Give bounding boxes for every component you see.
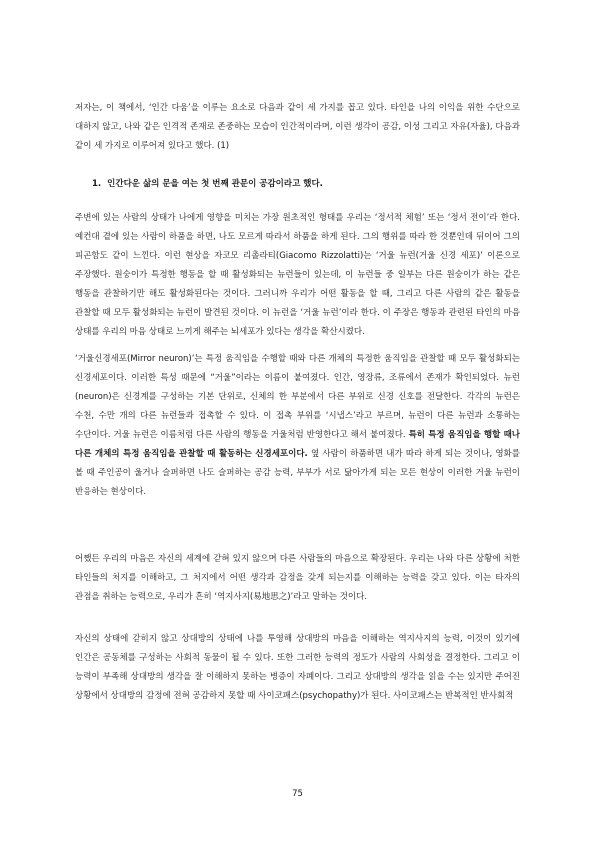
- paragraph-mirror-neuron-theory: 주변에 있는 사람의 상태가 나에게 영향을 미치는 가장 원초적인 형태를 우리는 ‘정서적 체험’ 또는 ‘정서 전이’라 한다. 예컨대 곁에 있는 사람이 하품을 하면, 나도 모르게 따라서 하품을 하게 된다. 그의 행위를 따라 한 것뿐인데 뒤이어 그의 피곤함도 같이 느낀다. 이런 현상을 자코모 리촐라티(Giacomo Rizzolatti)는 ‘거울 뉴런(거울 신경 세포)’ 이론으로 주장했다. 원숭이가 특정한 행동을 할 때 활성화되는 뉴런들이 있는데, 이 뉴런들 중 일부는 다른 원숭이가 하는 같은 행동을 관찰하기만 해도 활성화된다는 것이다. 그러니까 우리가 어떤 활동을 할 때, 그리고 다른 사람의 같은 활동을 관찰할 때 모두 활성화되는 뉴런이 발견된 것이다. 이 뉴런을 ‘거울 뉴런’이라 한다. 이 주장은 행동과 관련된 타인의 마음 상태를 우리의 마음 상태로 느끼게 해주는 뇌세포가 있다는 생각을 확산시켰다.: [75, 213, 520, 337]
- paragraph-perspective-taking: 어쨌든 우리의 마음은 자신의 세계에 갇혀 있지 않으며 다른 사람들의 마음으로 확장된다. 우리는 나와 다른 상황에 처한 타인들의 처지를 이해하고, 그 처지에서 어떤 생각과 감정을 갖게 되는지를 이해하는 능력을 갖고 있다. 이는 타자의 관점을 취하는 능력으로, 우리가 흔히 ‘역지사지(易地思之)’라고 말하는 것이다.: [75, 554, 520, 602]
- paragraph-mirror-neuron-definition: [75, 350, 520, 502]
- section-heading-text: 인간다운 삶의 문을 여는 첫 번째 관문이 공감이라고 했다.: [107, 179, 323, 189]
- page-number: 75: [292, 789, 303, 799]
- paragraph-text: 옆 사람이 하품하면 내가 따라 하게 되는 것이나, 영화를 볼 때 주인공이 울거나 슬퍼하면 나도 슬퍼하는 공감 능력, 부부가 서로 닮아가게 되는 모든 현상이 이러한 거울 뉴런이 반응하는 현상이다.: [75, 449, 520, 497]
- paragraph-text: ‘거울신경세포(Mirror neuron)’는 특정 움직임을 수행할 때와 다른 개체의 특정한 움직임을 관찰할 때 모두 활성화되는 신경세포이다. 이러한 특성 때문에 “거울”이라는 이름이 붙여졌다. 인간, 영장류, 조류에서 존재가 확인되었다. 뉴런(neuron)은 신경계를 구성하는 기본 단위로, 신체의 한 부분에서 다른 부위로 신경 신호를 전달한다. 각각의 뉴런은 수천, 수만 개의 다른 뉴런들과 접촉할 수 있다. 이 접촉 부위를 ‘시냅스’라고 부르며, 뉴런이 다른 뉴런과 소통하는 수단이다. 거울 뉴런은 이름처럼 다른 사람의 행동을 거울처럼 반영한다고 해서 붙여졌다.: [75, 354, 520, 440]
- section-heading-number: 1.: [92, 179, 102, 189]
- paragraph-sociality: 자신의 상태에 갇히지 않고 상대방의 상태에 나를 투영해 상대방의 마음을 이해하는 역지사지의 능력, 이것이 있기에 인간은 공동체를 구성하는 사회적 동물이 될 수 있다. 또한 그러한 능력의 정도가 사람의 사회성을 결정한다. 그리고 이 능력이 부족해 상대방의 생각을 잘 이해하지 못하는 병증이 자폐이다. 그리고 상대방의 생각을 읽을 수는 있지만 주어진 상황에서 상대방의 감정에 전혀 공감하지 못할 때 사이코패스(psychopathy)가 된다. 사이코패스는 반복적인 반사회적: [75, 634, 520, 701]
- emphasized-text: 특히 특정 움직임을 행할 때나 다른 개체의 특정 움직임을 관찰할 때 활동하는 신경세포이다.: [75, 430, 520, 459]
- intro-paragraph: 저자는, 이 책에서, ‘인간 다움’을 이루는 요소로 다음과 같이 세 가지를 꼽고 있다. 타인을 나의 이익을 위한 수단으로 대하지 않고, 나와 같은 인격적 존재로 존중하는 모습이 인간적이라며, 이런 생각이 공감, 이성 그리고 자유(자율), 다음과 같이 세 가지로 이루어져 있다고 했다. (1): [75, 103, 520, 151]
- section-heading: [92, 177, 522, 191]
